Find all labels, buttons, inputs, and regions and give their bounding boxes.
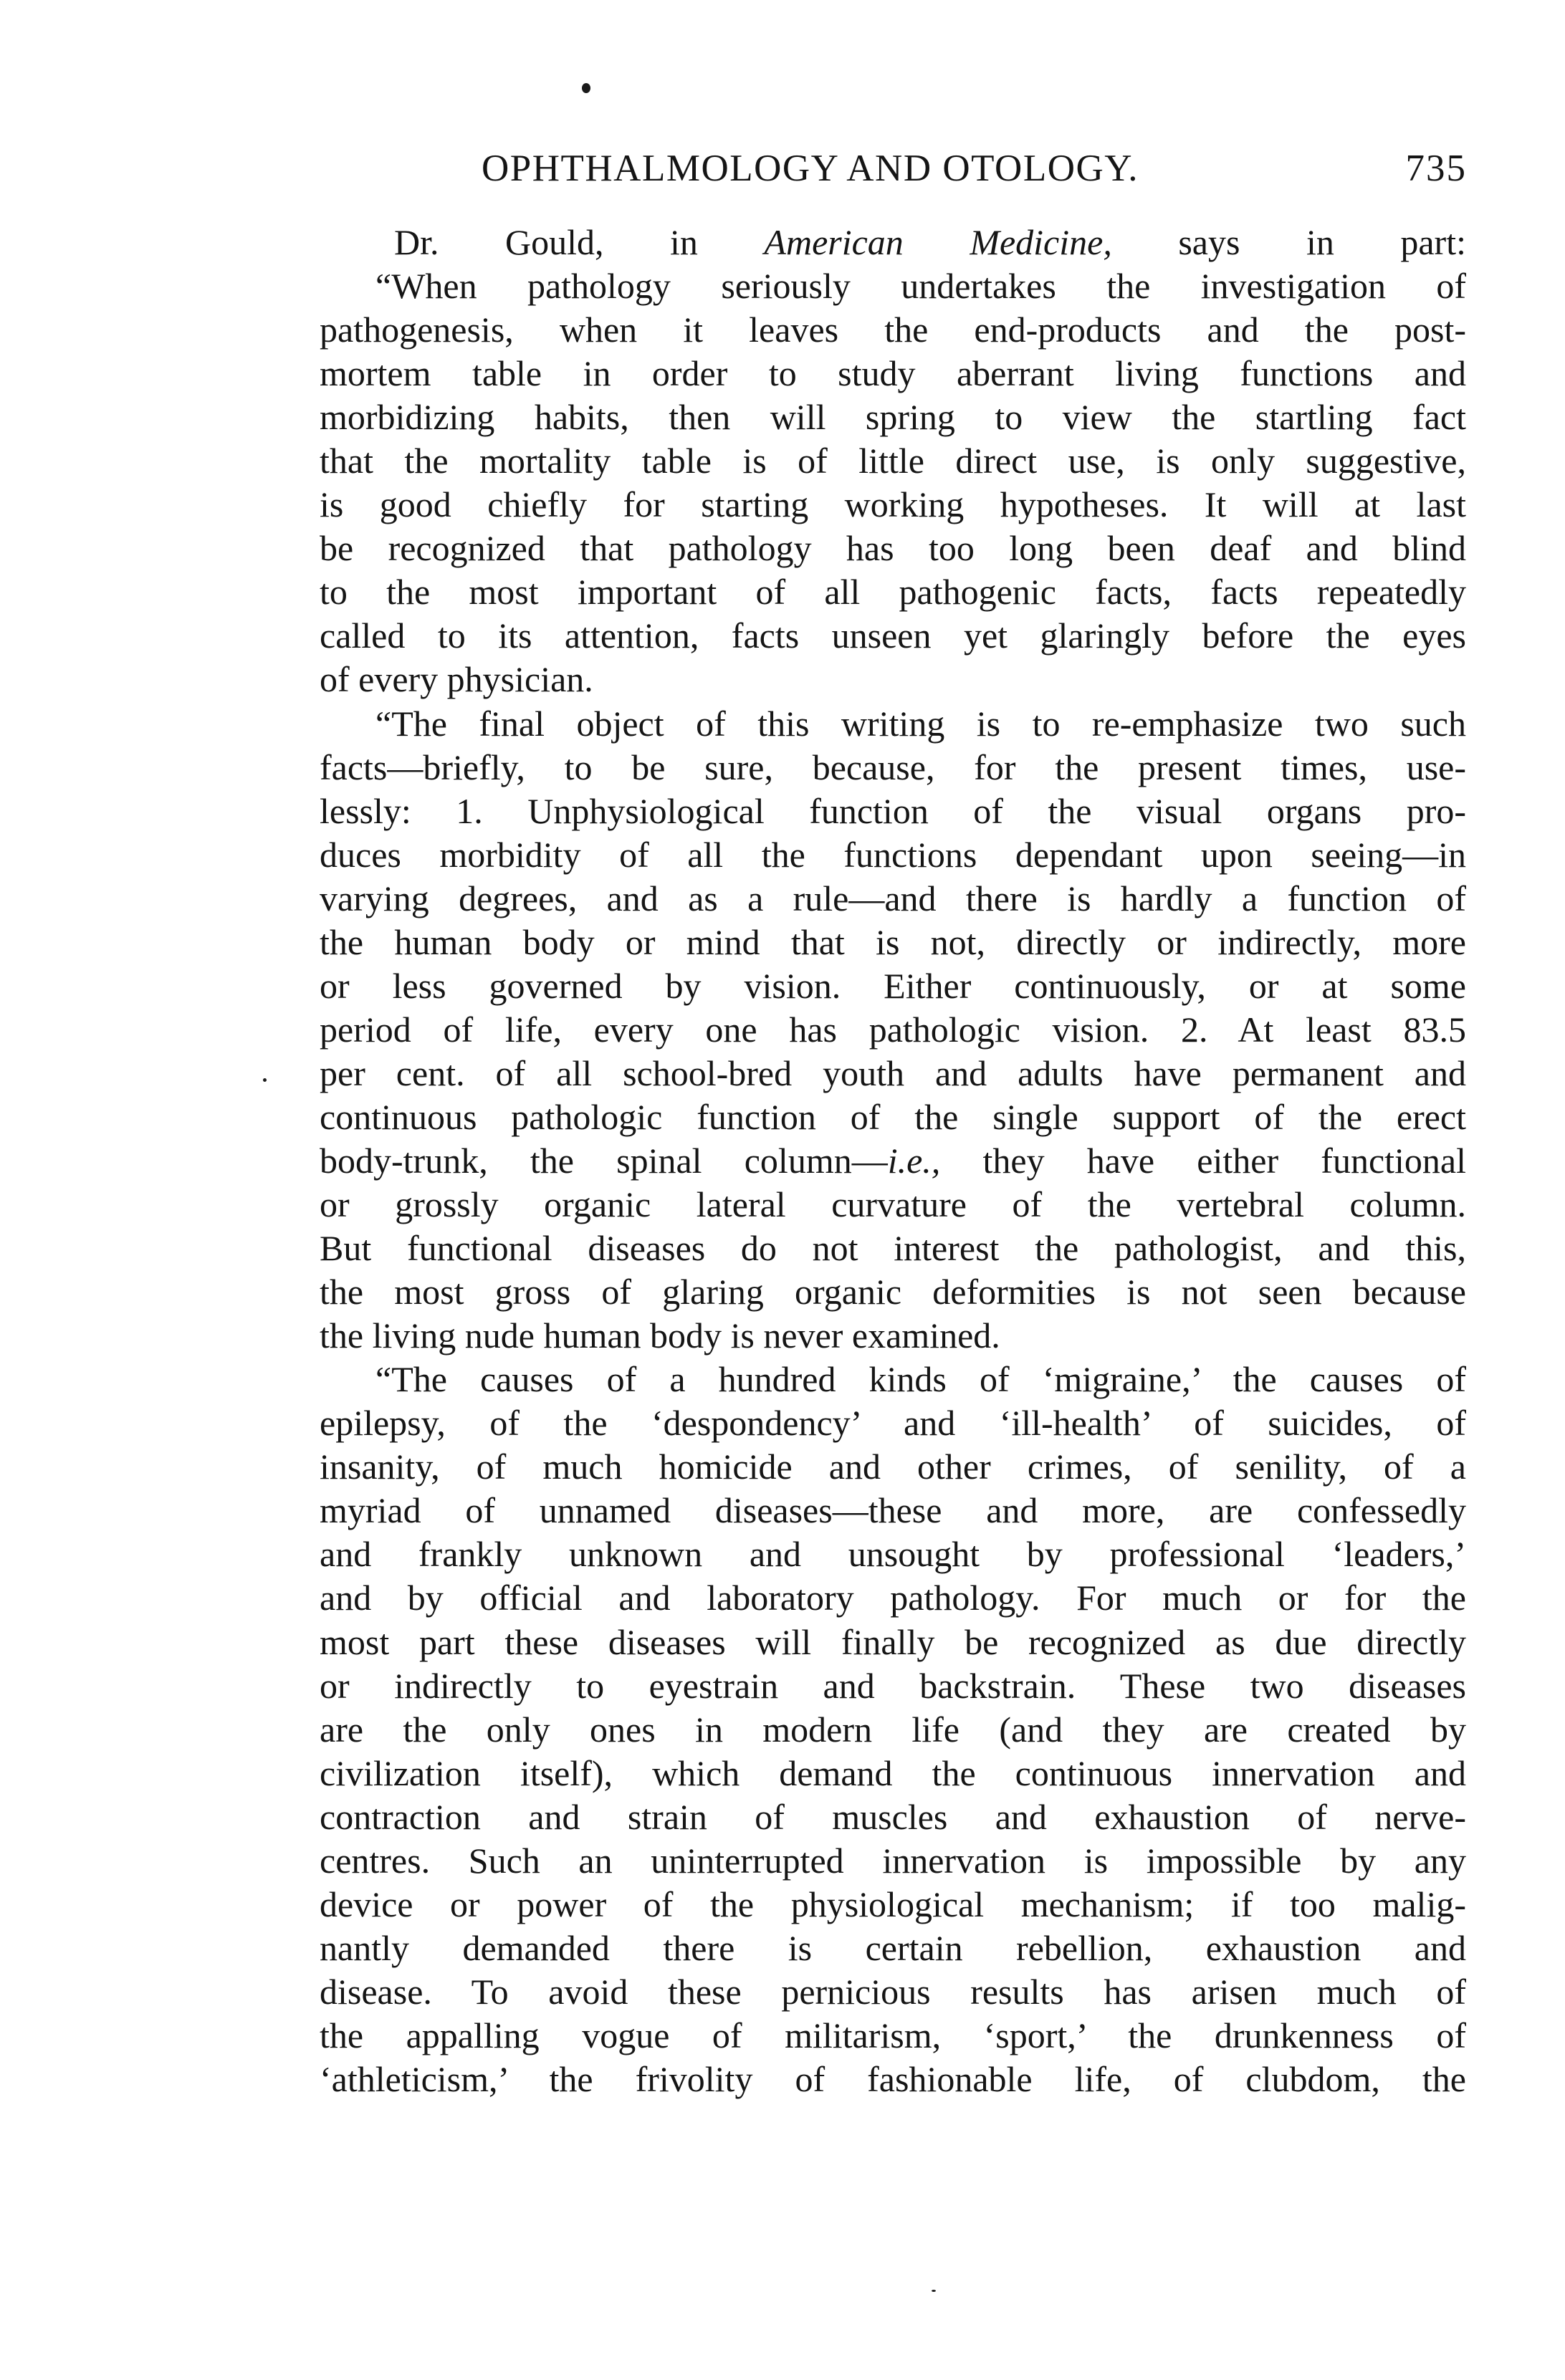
ink-speck: [582, 83, 590, 93]
text-line: and frankly unknown and unsought by professional ‘leaders,’: [320, 1534, 1466, 1575]
text-line: facts—briefly, to be sure, because, for the present times, use-: [320, 747, 1466, 787]
text-line: the living nude human body is never examined.: [320, 1315, 1000, 1356]
text-line: “The final object of this writing is to re-emphasize two such: [375, 703, 1466, 744]
text-line: the most gross of glaring organic deformities is not seen because: [320, 1272, 1466, 1313]
ink-speck: [263, 1078, 267, 1082]
text-line: be recognized that pathology has too long been deaf and blind: [320, 528, 1466, 569]
text-line: “The causes of a hundred kinds of ‘migraine,’ the causes of: [375, 1359, 1466, 1400]
text-line: varying degrees, and as a rule—and there is hardly a function of: [320, 878, 1466, 918]
text-line: insanity, of much homicide and other crimes, of senility, of a: [320, 1446, 1466, 1487]
text-line: or indirectly to eyestrain and backstrain. These two diseases: [320, 1665, 1466, 1706]
text-line: lessly: 1. Unphysiological function of the visual organs pro-: [320, 790, 1466, 831]
text-line: “When pathology seriously undertakes the investigation of: [375, 266, 1466, 307]
text-line: ‘athleticism,’ the frivolity of fashionable life, of clubdom, the: [320, 2058, 1466, 2099]
text-line: morbidizing habits, then will spring to view the startling fact: [320, 397, 1466, 438]
text-line: per cent. of all school-bred youth and adults have permanent and: [320, 1052, 1466, 1093]
text-line: myriad of unnamed diseases—these and more, are confessedly: [320, 1490, 1466, 1531]
text-line: contraction and strain of muscles and exhaustion of nerve-: [320, 1796, 1466, 1837]
text-line: centres. Such an uninterrupted innervation is impossible by any: [320, 1840, 1466, 1881]
text-line: and by official and laboratory pathology. For much or for the: [320, 1578, 1466, 1618]
text-line: epilepsy, of the ‘despondency’ and ‘ill-health’ of suicides, of: [320, 1403, 1466, 1444]
text-line: or grossly organic lateral curvature of the vertebral column.: [320, 1184, 1466, 1225]
ink-speck: [932, 2290, 936, 2292]
text-line: or less governed by vision. Either continuously, or at some: [320, 965, 1466, 1006]
text-line: pathogenesis, when it leaves the end-products and the post-: [320, 310, 1466, 350]
body-text: [320, 221, 1466, 2101]
text-line: civilization itself), which demand the continuous innervation and: [320, 1752, 1466, 1793]
text-line: the human body or mind that is not, directly or indirectly, more: [320, 921, 1466, 962]
page-header: [482, 147, 1467, 197]
text-line: are the only ones in modern life (and they are created by: [320, 1709, 1466, 1750]
text-line: continuous pathologic function of the single support of the erect: [320, 1096, 1466, 1137]
text-line: is good chiefly for starting working hypotheses. It will at last: [320, 484, 1466, 525]
text-line: body-trunk, the spinal column—i.e., they have either functional: [320, 1140, 1466, 1181]
text-line: most part these diseases will finally be recognized as due directly: [320, 1621, 1466, 1662]
text-line: nantly demanded there is certain rebellion, exhaustion and: [320, 1927, 1466, 1968]
text-line: disease. To avoid these pernicious results has arisen much of: [320, 1971, 1466, 2012]
text-line: duces morbidity of all the functions dependant upon seeing—in: [320, 834, 1466, 875]
text-line: that the mortality table is of little direct use, is only suggestive,: [320, 441, 1466, 481]
text-line: to the most important of all pathogenic facts, facts repeatedly: [320, 572, 1466, 613]
text-line: the appalling vogue of militarism, ‘sport,’ the drunkenness of: [320, 2015, 1466, 2055]
running-head: OPHTHALMOLOGY AND OTOLOGY.: [482, 148, 1139, 189]
text-line: But functional diseases do not interest the pathologist, and this,: [320, 1228, 1466, 1269]
text-line: of every physician.: [320, 659, 593, 700]
text-line: period of life, every one has pathologic vision. 2. At least 83.5: [320, 1009, 1466, 1050]
text-line: device or power of the physiological mechanism; if too malig-: [320, 1884, 1466, 1924]
page-number: 735: [1405, 148, 1467, 189]
text-line: mortem table in order to study aberrant living functions and: [320, 353, 1466, 394]
text-line: called to its attention, facts unseen yet glaringly before the eyes: [320, 615, 1466, 656]
text-line: Dr. Gould, in American Medicine, says in part:: [394, 222, 1466, 262]
